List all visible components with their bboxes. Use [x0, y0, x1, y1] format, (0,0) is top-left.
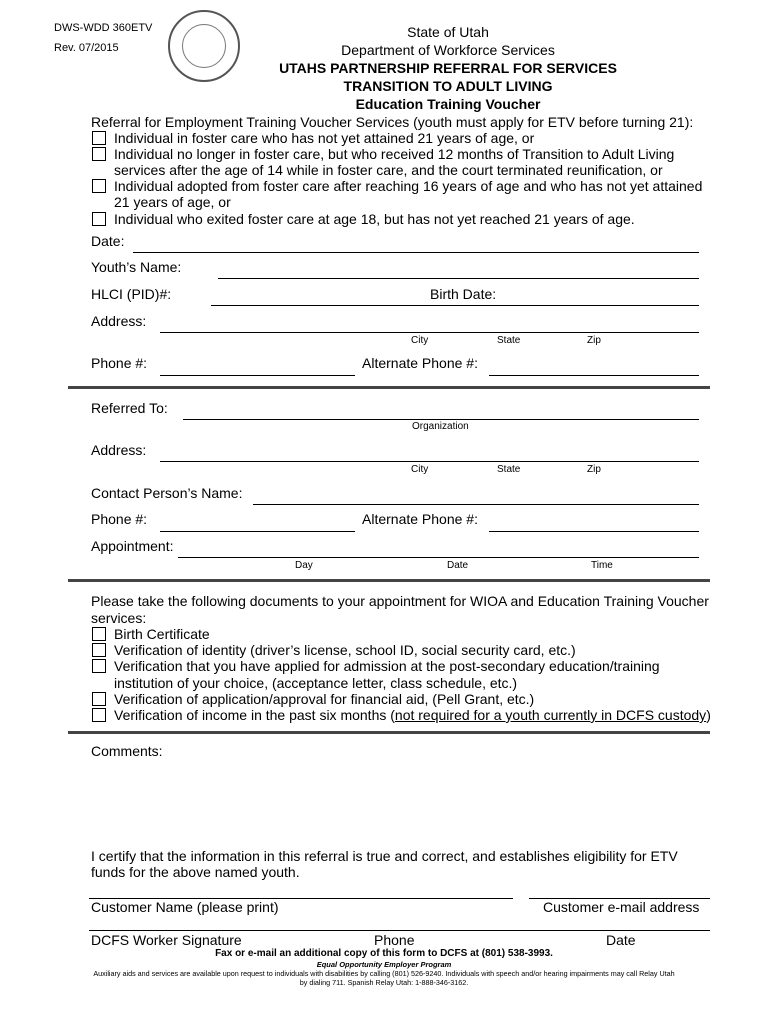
org-alt-phone-field[interactable] — [489, 531, 699, 532]
appt-date-caption: Date — [447, 560, 469, 571]
hlci-label: HLCI (PID)#: — [91, 286, 172, 302]
fax-instructions: Fax or e-mail an additional copy of this form to DCFS at (801) 538-3993. — [215, 948, 553, 959]
relay-info: by dialing 711. Spanish Relay Utah: 1-888-346-3162. — [299, 978, 469, 987]
checkbox-exited[interactable] — [92, 212, 106, 226]
doc-income-text: Verification of income in the past six months ( — [114, 707, 395, 723]
form-id: DWS-WDD 360ETV — [54, 22, 153, 34]
documents-intro: Please take the following documents to your appointment for WIOA and Education Training Voucher — [91, 593, 709, 609]
zip-caption: Zip — [587, 335, 601, 346]
checkbox-foster-care[interactable] — [92, 131, 106, 145]
worker-phone-label: Phone — [374, 932, 415, 948]
time-caption: Time — [591, 560, 613, 571]
form-subtitle-2: Education Training Voucher — [355, 96, 541, 112]
option-exited: Individual who exited foster care at age 18, but has not yet reached 21 years of age. — [114, 211, 635, 227]
phone-field[interactable] — [160, 375, 355, 376]
section-divider-3 — [68, 731, 710, 734]
option-adopted-cont: 21 years of age, or — [114, 194, 231, 210]
worker-signature-field[interactable] — [89, 930, 710, 931]
alt-phone-field[interactable] — [489, 375, 699, 376]
documents-intro-cont: services: — [91, 610, 147, 626]
referral-intro: Referral for Employment Training Voucher Services (youth must apply for ETV before turning 21): — [91, 114, 694, 130]
day-caption: Day — [295, 560, 313, 571]
phone-label: Phone #: — [91, 355, 148, 371]
option-foster-care: Individual in foster care who has not yet attained 21 years of age, or — [114, 130, 535, 146]
comments-label: Comments: — [91, 743, 163, 759]
date-field[interactable] — [133, 252, 699, 253]
date-label: Date: — [91, 233, 125, 249]
checkbox-birth-certificate[interactable] — [92, 627, 106, 641]
org-address-field[interactable] — [160, 461, 699, 462]
hlci-birth-date-field[interactable] — [211, 305, 699, 306]
checkbox-admission[interactable] — [92, 659, 106, 673]
certify-text-cont: funds for the above named youth. — [91, 864, 300, 880]
section-divider — [68, 386, 710, 389]
appointment-label: Appointment: — [91, 538, 174, 554]
state-name: State of Utah — [407, 24, 489, 40]
referred-to-field[interactable] — [183, 419, 699, 420]
contact-person-field[interactable] — [253, 504, 699, 505]
option-no-longer-foster-cont: services after the age of 14 while in foster care, and the court terminated reunification, or — [114, 162, 663, 178]
certify-text: I certify that the information in this referral is true and correct, and establishes eligibility for ETV — [91, 848, 678, 864]
referred-to-label: Referred To: — [91, 400, 168, 416]
alt-phone-label: Alternate Phone #: — [362, 355, 478, 371]
customer-email-label: Customer e-mail address — [543, 899, 700, 915]
youth-name-field[interactable] — [218, 278, 699, 279]
department-name: Department of Workforce Services — [341, 42, 555, 58]
org-phone-field[interactable] — [160, 531, 355, 532]
doc-admission-cont: institution of your choice, (acceptance letter, class schedule, etc.) — [114, 675, 518, 691]
checkbox-identity[interactable] — [92, 643, 106, 657]
doc-identity: Verification of identity (driver’s license, school ID, social security card, etc.) — [114, 642, 576, 658]
customer-name-label: Customer Name (please print) — [91, 899, 279, 915]
doc-admission: Verification that you have applied for admission at the post-secondary education/training — [114, 658, 660, 674]
org-address-label: Address: — [91, 442, 147, 458]
org-zip-caption: Zip — [587, 464, 601, 475]
worker-date-label: Date — [606, 932, 636, 948]
address-field[interactable] — [160, 332, 699, 333]
checkbox-income[interactable] — [92, 708, 106, 722]
option-adopted: Individual adopted from foster care after reaching 16 years of age and who has not yet attained — [114, 178, 703, 194]
checkbox-financial-aid[interactable] — [92, 692, 106, 706]
address-label: Address: — [91, 313, 147, 329]
appointment-field[interactable] — [178, 557, 699, 558]
doc-income-note: not required for a youth currently in DCFS custody — [394, 707, 707, 723]
doc-income-close: ) — [706, 707, 711, 723]
revision-date: Rev. 07/2015 — [54, 42, 119, 54]
checkbox-adopted[interactable] — [92, 179, 106, 193]
comments-area[interactable] — [91, 762, 701, 842]
org-alt-phone-label: Alternate Phone #: — [362, 511, 478, 527]
worker-signature-label: DCFS Worker Signature — [91, 932, 242, 948]
option-no-longer-foster: Individual no longer in foster care, but who received 12 months of Transition to Adult Living — [114, 146, 675, 162]
auxiliary-aids: Auxiliary aids and services are available upon request to individuals with disabilities by calling (801) 526-9240. Individuals with speech and/or hearing impairments may call Relay Utah — [93, 969, 675, 978]
city-caption: City — [411, 335, 429, 346]
state-caption: State — [497, 335, 521, 346]
eoe-statement: Equal Opportunity Employer Program — [316, 960, 452, 969]
doc-income — [114, 707, 711, 723]
org-state-caption: State — [497, 464, 521, 475]
org-phone-label: Phone #: — [91, 511, 148, 527]
form-subtitle: TRANSITION TO ADULT LIVING — [343, 78, 553, 94]
youth-name-label: Youth’s Name: — [91, 259, 182, 275]
contact-person-label: Contact Person’s Name: — [91, 485, 243, 501]
checkbox-no-longer-foster[interactable] — [92, 147, 106, 161]
doc-birth-certificate: Birth Certificate — [114, 626, 210, 642]
organization-caption: Organization — [412, 421, 469, 432]
org-city-caption: City — [411, 464, 429, 475]
doc-financial-aid: Verification of application/approval for financial aid, (Pell Grant, etc.) — [114, 691, 535, 707]
birth-date-label: Birth Date: — [430, 286, 497, 302]
form-title: UTAHS PARTNERSHIP REFERRAL FOR SERVICES — [279, 60, 617, 76]
section-divider-2 — [68, 579, 710, 582]
